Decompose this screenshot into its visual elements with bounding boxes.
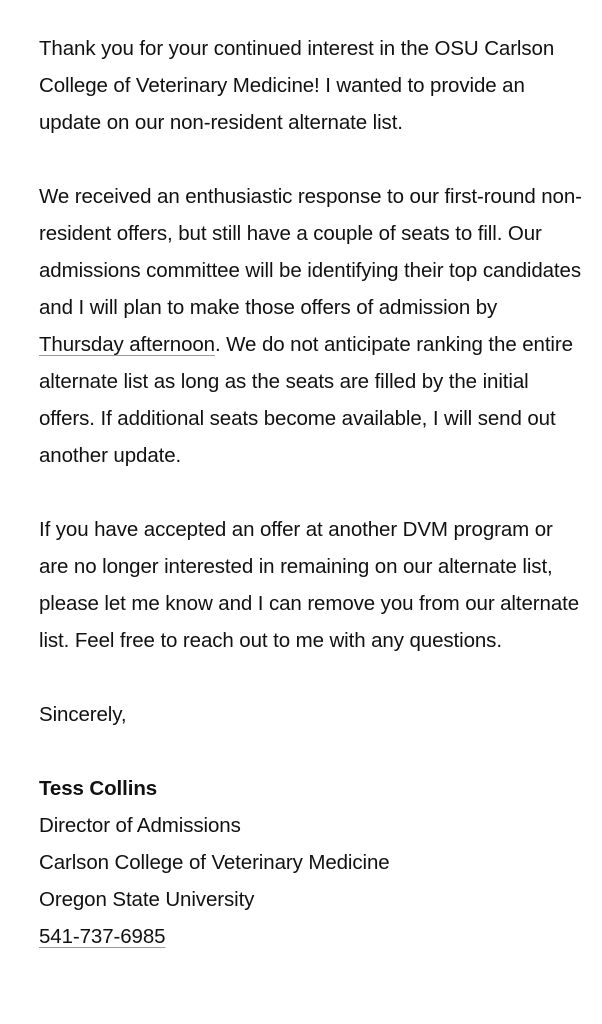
email-body [39, 30, 584, 955]
signature-college: Carlson College of Veterinary Medicine [39, 851, 390, 874]
signature-name: Tess Collins [39, 777, 158, 800]
sign-off: Sincerely, [39, 703, 127, 726]
signature-university: Oregon State University [39, 888, 255, 911]
date-link-thursday-afternoon[interactable]: Thursday afternoon [39, 333, 215, 356]
signature-title: Director of Admissions [39, 814, 241, 837]
paragraph-text-after-link: . We do not anticipate ranking the entire alternate list as long as the seats are filled by the initial offers. If additional seats become available, I will send out another update. [39, 333, 573, 467]
email-paragraph-withdraw: If you have accepted an offer at another DVM program or are no longer interested in remaining on our alternate list, please let me know and I can remove you from our alternate list. Feel free to reach out to me with any questions. [39, 518, 580, 652]
paragraph-text-before-link: We received an enthusiastic response to our first-round non-resident offers, but still have a couple of seats to fill. Our admissions committee will be identifying their top candidates and I will plan to make those offers of admission by [39, 185, 582, 319]
email-paragraph-update [39, 178, 584, 474]
email-paragraph-intro: Thank you for your continued interest in the OSU Carlson College of Veterinary Medicine! I wanted to provide an update on our non-resident alternate list. [39, 37, 555, 134]
signature-block [39, 770, 584, 955]
signature-phone-link[interactable]: 541-737-6985 [39, 925, 166, 948]
